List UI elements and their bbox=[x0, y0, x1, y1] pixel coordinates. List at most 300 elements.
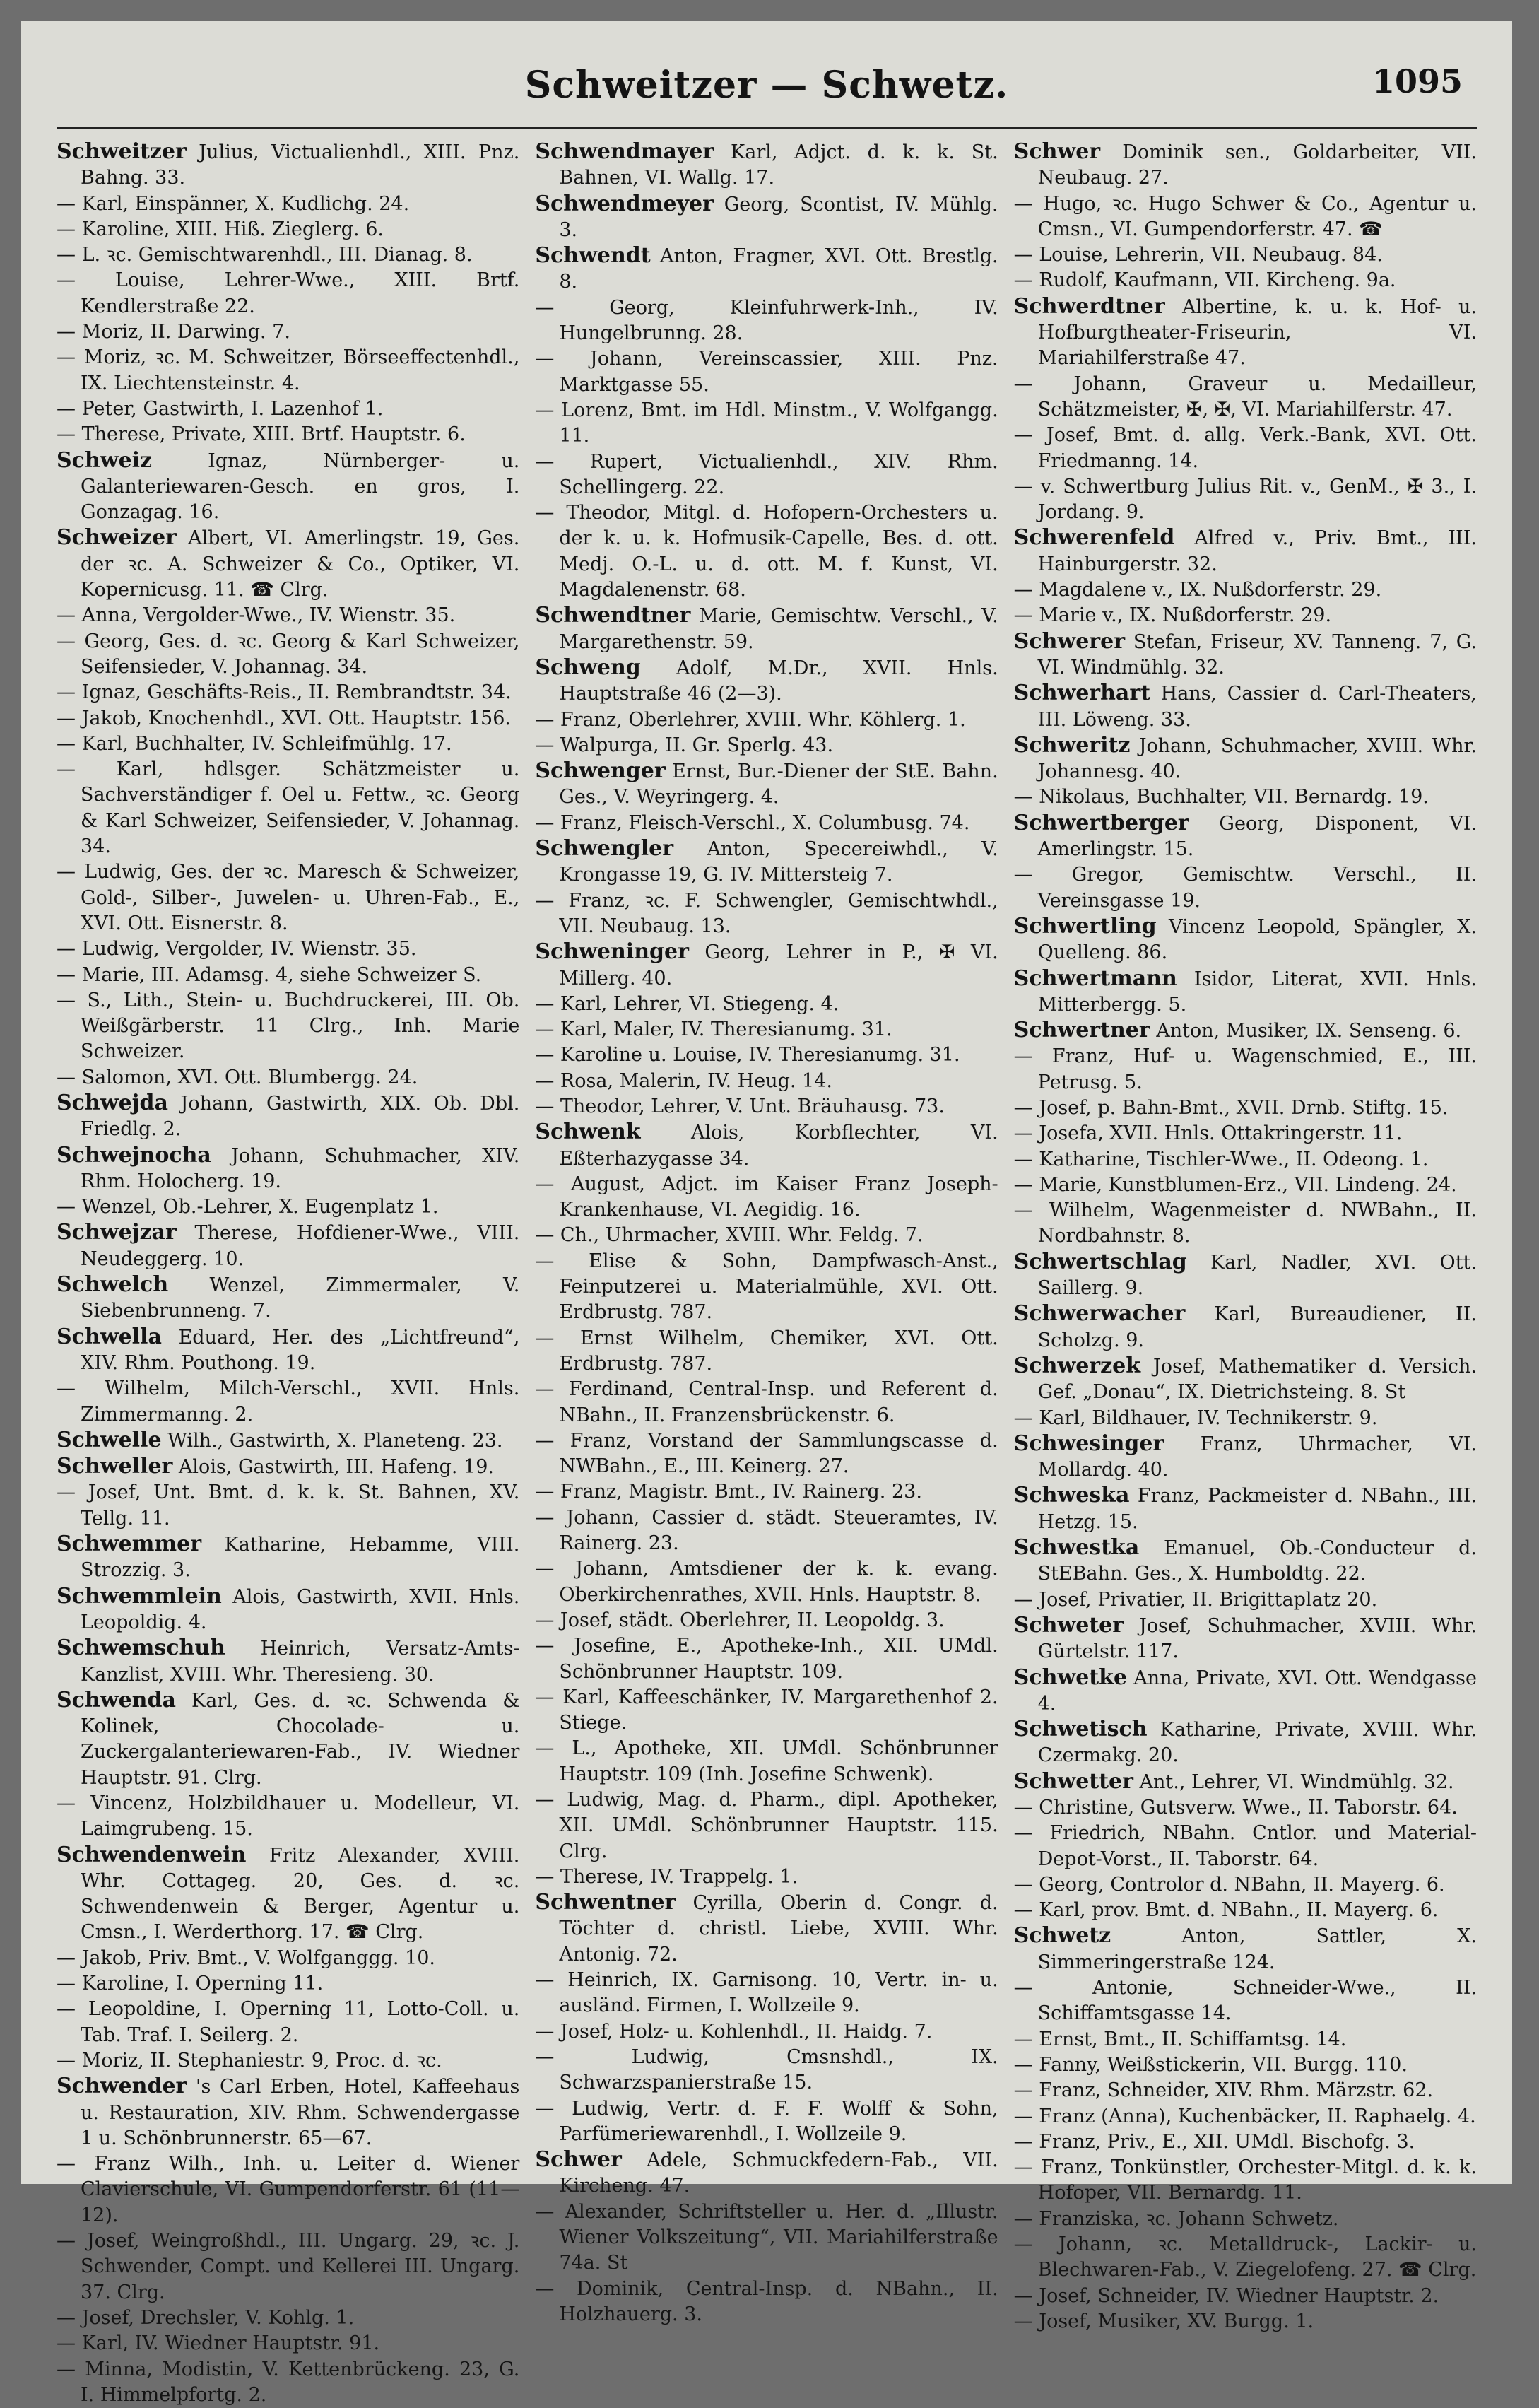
entry-text: — Vincenz, Holzbildhauer u. Modelleur, VI. Laimgrubeng. 15. bbox=[57, 1792, 520, 1840]
entry-text: Heinrich, Versatz-Amts-Kanzlist, XVIII. Whr. Theresieng. 30. bbox=[81, 1638, 520, 1686]
entry-text: Katharine, Hebamme, VIII. Strozzig. 3. bbox=[81, 1534, 520, 1582]
directory-entry bbox=[535, 1556, 998, 1608]
entry-text: — Katharine, Tischler-Wwe., II. Odeong. 1. bbox=[1013, 1148, 1429, 1170]
entry-text: Albert, VI. Amerlingstr. 19, Ges. der ꝛc. A. Schweizer & Co., Optiker, VI. Kopernicusg. 11. ☎ Clrg. bbox=[81, 527, 520, 601]
directory-entry bbox=[57, 1480, 519, 1532]
directory-entry bbox=[1014, 192, 1477, 243]
entry-text: — Nikolaus, Buchhalter, VII. Bernardg. 19. bbox=[1013, 786, 1429, 809]
entry-surname: Schwer bbox=[535, 2147, 622, 2173]
entry-text: — Franz, Huf- u. Wagenschmied, E., III. Petrusg. 5. bbox=[1013, 1045, 1477, 1093]
directory-entry bbox=[535, 811, 998, 836]
entry-surname: Schwemschuh bbox=[57, 1635, 225, 1661]
entry-text: — Moriz, II. Darwing. 7. bbox=[57, 321, 290, 343]
directory-entry bbox=[1014, 1018, 1477, 1044]
entry-surname: Schwendt bbox=[535, 243, 651, 269]
directory-entry bbox=[57, 1688, 519, 1791]
entry-surname: Schwelch bbox=[57, 1272, 169, 1298]
entry-surname: Schwerer bbox=[1013, 628, 1126, 654]
entry-text: — Karl, Kaffeeschänker, IV. Margarethenhof 2. Stiege. bbox=[535, 1686, 998, 1734]
directory-entry bbox=[535, 450, 998, 501]
entry-surname: Schwertberger bbox=[1013, 810, 1189, 835]
entry-text: Alois, Korbflechter, VI. Eßterhazygasse 34. bbox=[559, 1122, 998, 1170]
directory-entry bbox=[535, 2147, 998, 2199]
directory-entry bbox=[1014, 1431, 1477, 1484]
directory-entry bbox=[535, 1479, 998, 1505]
entry-text: Katharine, Private, XVIII. Whr. Czermakg. 20. bbox=[1037, 1719, 1477, 1767]
entry-text: — Franz, Magistr. Bmt., IV. Rainerg. 23. bbox=[535, 1481, 922, 1503]
entry-surname: Schwemmlein bbox=[57, 1583, 222, 1609]
entry-text: — Franziska, ꝛc. Johann Schwetz. bbox=[1013, 2207, 1339, 2230]
entry-text: — Ludwig, Mag. d. Pharm., dipl. Apotheker, XII. UMdl. Schönbrunner Hauptstr. 115. Clrg. bbox=[535, 1789, 998, 1862]
entry-text: Adele, Schmuckfedern-Fab., VII. Kircheng. 47. bbox=[559, 2149, 998, 2197]
entry-surname: Schwertschlag bbox=[1013, 1249, 1187, 1274]
directory-entry bbox=[535, 707, 998, 733]
entry-text: — Moriz, II. Stephaniestr. 9, Proc. d. ꝛc. bbox=[57, 2049, 442, 2072]
entry-surname: Schwejnocha bbox=[57, 1142, 211, 1168]
entry-surname: Schwender bbox=[57, 2074, 187, 2099]
entry-surname: Schwemmer bbox=[57, 1532, 202, 1557]
directory-entry bbox=[1014, 1821, 1477, 1872]
entry-text: Johann, Gastwirth, XIX. Ob. Dbl. Friedlg. 2. bbox=[81, 1092, 520, 1141]
entry-text: — Franz, Oberlehrer, XVIII. Whr. Köhlerg. 1. bbox=[535, 708, 966, 731]
directory-entry bbox=[1014, 474, 1477, 526]
entry-surname: Schwetter bbox=[1013, 1768, 1133, 1794]
entry-surname: Schweter bbox=[1013, 1612, 1124, 1638]
entry-surname: Schwerwacher bbox=[1013, 1301, 1186, 1327]
entry-text: — L. ꝛc. Gemischtwarenhdl., III. Dianag. 8. bbox=[57, 244, 473, 266]
entry-surname: Schwetz bbox=[1013, 1923, 1112, 1949]
directory-entry bbox=[535, 243, 998, 295]
directory-entry bbox=[57, 345, 519, 397]
entry-text: — Louise, Lehrerin, VII. Neubaug. 84. bbox=[1013, 244, 1383, 266]
entry-text: — Josef, Bmt. d. allg. Verk.-Bank, XVI. Ott. Friedmanng. 14. bbox=[1013, 424, 1477, 472]
entry-text: Vincenz Leopold, Spängler, X. Quelleng. 86. bbox=[1037, 915, 1477, 964]
entry-text: — Therese, IV. Trappelg. 1. bbox=[535, 1865, 798, 1888]
entry-text: Johann, Schuhmacher, XVIII. Whr. Johannesg. 40. bbox=[1037, 734, 1477, 783]
directory-entry bbox=[57, 603, 519, 628]
entry-text: — Franz (Anna), Kuchenbäcker, II. Raphaelg. 4. bbox=[1013, 2105, 1476, 2127]
directory-entry bbox=[1014, 629, 1477, 681]
entry-text: Karl, Ges. d. ꝛc. Schwenda & Kolinek, Chocolade- u. Zuckergalanteriewaren-Fab., IV. Wiedner Hauptstr. 91. Clrg. bbox=[81, 1689, 520, 1789]
directory-entry bbox=[1014, 1147, 1477, 1173]
entry-text: Ernst, Bur.-Diener der StE. Bahn. Ges., V. Weyringerg. 4. bbox=[559, 760, 998, 809]
directory-entry bbox=[57, 1997, 519, 2048]
entry-text: Anton, Fragner, XVI. Ott. Brestlg. 8. bbox=[559, 245, 998, 293]
entry-text: — Ferdinand, Central-Insp. und Referent d. NBahn., II. Franzensbrückenstr. 6. bbox=[535, 1378, 998, 1426]
directory-entry bbox=[535, 1736, 998, 1787]
directory-entry bbox=[1014, 785, 1477, 810]
directory-entry bbox=[57, 448, 519, 526]
entry-text: — Franz, Priv., E., XII. UMdl. Bischofg. 3. bbox=[1013, 2130, 1415, 2153]
directory-entry bbox=[1014, 423, 1477, 474]
entry-text: Georg, Scontist, IV. Mühlg. 3. bbox=[559, 193, 998, 241]
entry-surname: Schwella bbox=[57, 1324, 162, 1349]
entry-text: — Franz, Fleisch-Verschl., X. Columbusg. 74. bbox=[535, 811, 970, 834]
directory-entry bbox=[57, 217, 519, 242]
entry-surname: Schwelle bbox=[57, 1427, 162, 1452]
entry-text: Ignaz, Nürnberger- u. Galanteriewaren-Gesch. en gros, I. Gonzagag. 16. bbox=[81, 450, 520, 524]
entry-text: Emanuel, Ob.-Conducteur d. StEBahn. Ges., X. Humboldtg. 22. bbox=[1037, 1537, 1477, 1585]
directory-entry bbox=[57, 732, 519, 757]
directory-entry bbox=[57, 1843, 519, 1946]
directory-entry bbox=[1014, 294, 1477, 372]
entry-text: — Rupert, Victualienhdl., XIV. Rhm. Schellingerg. 22. bbox=[535, 450, 998, 498]
directory-entry bbox=[57, 2306, 519, 2331]
directory-entry bbox=[535, 500, 998, 603]
entry-text: — Johann, Graveur u. Medailleur, Schätzmeister, ✠, ✠, VI. Mariahilferstr. 47. bbox=[1013, 372, 1477, 421]
directory-entry bbox=[1014, 2232, 1477, 2284]
column-3 bbox=[1014, 139, 1477, 2408]
directory-entry bbox=[1014, 966, 1477, 1018]
directory-entry bbox=[57, 1091, 519, 1143]
entry-text: — Karl, Maler, IV. Theresianumg. 31. bbox=[535, 1018, 892, 1041]
entry-text: — Karl, IV. Wiedner Hauptstr. 91. bbox=[57, 2332, 380, 2355]
entry-text: — Wenzel, Ob.-Lehrer, X. Eugenplatz 1. bbox=[57, 1196, 439, 1218]
entry-text: — Franz, ꝛc. F. Schwengler, Gemischtwhdl., VII. Neubaug. 13. bbox=[535, 889, 998, 937]
directory-entry bbox=[1014, 268, 1477, 293]
entry-surname: Schwejda bbox=[57, 1090, 168, 1115]
entry-text: — Salomon, XVI. Ott. Blumbergg. 24. bbox=[57, 1066, 418, 1088]
directory-entry bbox=[535, 1249, 998, 1326]
entry-surname: Schwendmayer bbox=[535, 139, 714, 164]
entry-text: — Josef, Schneider, IV. Wiedner Hauptstr. 2. bbox=[1013, 2284, 1439, 2307]
entry-surname: Schwertling bbox=[1013, 913, 1157, 939]
directory-entry bbox=[1014, 2052, 1477, 2078]
directory-entry bbox=[535, 992, 998, 1017]
entry-text: — Jakob, Priv. Bmt., V. Wolfganggg. 10. bbox=[57, 1946, 436, 1969]
directory-entry bbox=[1014, 1044, 1477, 1096]
entry-surname: Schwenk bbox=[535, 1120, 641, 1145]
directory-entry bbox=[535, 836, 998, 888]
entry-text: Karl, Bureaudiener, II. Scholzg. 9. bbox=[1037, 1303, 1477, 1351]
page-number: 1095 bbox=[1372, 62, 1463, 100]
columns bbox=[57, 139, 1477, 2408]
entry-text: — L., Apotheke, XII. UMdl. Schönbrunner Hauptstr. 109 (Inh. Josefine Schwenk). bbox=[535, 1737, 998, 1785]
directory-entry bbox=[1014, 525, 1477, 577]
entry-text: — Minna, Modistin, V. Kettenbrückeng. 23, G. I. Himmelpfortg. 2. bbox=[57, 2358, 520, 2406]
entry-surname: Schweiz bbox=[57, 447, 153, 473]
entry-surname: Schweng bbox=[535, 654, 641, 680]
directory-entry bbox=[1014, 1198, 1477, 1250]
entry-text: — Johann, ꝛc. Metalldruck-, Lackir- u. Blechwaren-Fab., V. Ziegelofeng. 27. ☎ Clrg. bbox=[1013, 2233, 1477, 2281]
entry-text: Anton, Musiker, IX. Senseng. 6. bbox=[1150, 1020, 1462, 1043]
entry-text: — Karl, Bildhauer, IV. Technikerstr. 9. bbox=[1013, 1406, 1378, 1429]
entry-text: — Ernst Wilhelm, Chemiker, XVI. Ott. Erdbrustg. 787. bbox=[535, 1327, 998, 1375]
entry-surname: Schwendenwein bbox=[57, 1842, 247, 1867]
entry-text: Josef, Mathematiker d. Versich. Gef. „Donau“, IX. Dietrichsteing. 8. St bbox=[1037, 1355, 1477, 1404]
entry-text: — Karl, prov. Bmt. d. NBahn., II. Mayerg. 6. bbox=[1013, 1899, 1439, 1922]
entry-text: — Karoline u. Louise, IV. Theresianumg. 31. bbox=[535, 1044, 960, 1067]
entry-text: — Walpurga, II. Gr. Sperlg. 43. bbox=[535, 734, 834, 756]
entry-text: — Josef, städt. Oberlehrer, II. Leopoldg. 3. bbox=[535, 1609, 945, 1631]
entry-text: — Antonie, Schneider-Wwe., II. Schiffamtsgasse 14. bbox=[1013, 1977, 1477, 2025]
directory-entry bbox=[1014, 2078, 1477, 2103]
entry-text: — Josef, Weingroßhdl., III. Ungarg. 29, ꝛc. J. Schwender, Compt. und Kellerei III. Ungarg. 37. Clrg. bbox=[57, 2230, 520, 2303]
entry-surname: Schweizer bbox=[57, 525, 177, 551]
directory-entry bbox=[535, 346, 998, 398]
directory-entry bbox=[57, 963, 519, 988]
entry-text: — Wilhelm, Milch-Verschl., XVII. Hnls. Zimmermanng. 2. bbox=[57, 1378, 520, 1426]
directory-entry bbox=[1014, 1872, 1477, 1898]
entry-text: Fritz Alexander, XVIII. Whr. Cottageg. 20, Ges. d. ꝛc. Schwendenwein & Berger, Agentur u. Cmsn., I. Werderthorg. 17. ☎ Clrg. bbox=[81, 1844, 520, 1944]
entry-text: — Ch., Uhrmacher, XVIII. Whr. Feldg. 7. bbox=[535, 1224, 924, 1247]
directory-entry bbox=[1014, 2130, 1477, 2155]
directory-entry bbox=[535, 1172, 998, 1223]
entry-text: — Josef, Unt. Bmt. d. k. k. St. Bahnen, XV. Tellg. 11. bbox=[57, 1481, 520, 1529]
entry-text: Dominik sen., Goldarbeiter, VII. Neubaug. 27. bbox=[1037, 141, 1477, 189]
directory-page bbox=[21, 21, 1512, 2406]
directory-entry bbox=[1014, 577, 1477, 603]
entry-surname: Schwendmeyer bbox=[535, 191, 714, 216]
directory-entry bbox=[1014, 139, 1477, 192]
entry-text: — Lorenz, Bmt. im Hdl. Minstm., V. Wolfgangg. 11. bbox=[535, 399, 998, 447]
entry-surname: Schwerenfeld bbox=[1013, 525, 1175, 551]
entry-text: Stefan, Friseur, XV. Tanneng. 7, G. VI. Windmühlg. 32. bbox=[1037, 630, 1477, 679]
directory-entry bbox=[1014, 2309, 1477, 2334]
entry-text: — Hugo, ꝛc. Hugo Schwer & Co., Agentur u. Cmsn., VI. Gumpendorferstr. 47. ☎ bbox=[1013, 192, 1477, 240]
entry-surname: Schwertmann bbox=[1013, 965, 1177, 991]
entry-text: Karl, Nadler, XVI. Ott. Saillerg. 9. bbox=[1037, 1251, 1477, 1300]
directory-entry bbox=[535, 1505, 998, 1557]
entry-text: — Franz Wilh., Inh. u. Leiter d. Wiener Clavierschule, VI. Gumpendorferstr. 61 (11—12). bbox=[57, 2153, 520, 2226]
entry-text: — Ludwig, Ges. der ꝛc. Maresch & Schweizer, Gold-, Silber-, Juwelen- u. Uhren-Fab., E., XVI. Ott. Eisnerstr. 8. bbox=[57, 861, 520, 934]
entry-text: — Leopoldine, I. Operning 11, Lotto-Coll. u. Tab. Traf. I. Seilerg. 2. bbox=[57, 1998, 520, 2046]
directory-entry bbox=[1014, 1121, 1477, 1146]
directory-entry bbox=[57, 988, 519, 1065]
directory-entry bbox=[57, 859, 519, 936]
directory-entry bbox=[57, 1194, 519, 1220]
directory-entry bbox=[57, 1946, 519, 1971]
entry-text: — Karoline, I. Operning 11. bbox=[57, 1973, 324, 1995]
directory-entry bbox=[535, 1968, 998, 2019]
entry-text: Alois, Gastwirth, III. Hafeng. 19. bbox=[172, 1456, 494, 1479]
entry-text: — Karl, Buchhalter, IV. Schleifmühlg. 17. bbox=[57, 732, 452, 755]
entry-text: — Peter, Gastwirth, I. Lazenhof 1. bbox=[57, 397, 384, 420]
entry-text: — Franz, Vorstand der Sammlungscasse d. NWBahn., E., III. Keinerg. 27. bbox=[535, 1429, 998, 1478]
entry-text: — Theodor, Lehrer, V. Unt. Bräuhausg. 73. bbox=[535, 1095, 945, 1117]
directory-entry bbox=[535, 2199, 998, 2277]
entry-text: — Johann, Vereinscassier, XIII. Pnz. Marktgasse 55. bbox=[535, 348, 998, 396]
directory-entry bbox=[1014, 1406, 1477, 1431]
entry-text: — Christine, Gutsverw. Wwe., II. Taborstr. 64. bbox=[1013, 1797, 1458, 1819]
column-1 bbox=[57, 139, 519, 2408]
directory-entry bbox=[1014, 2155, 1477, 2207]
directory-entry bbox=[535, 939, 998, 992]
directory-entry bbox=[57, 1065, 519, 1091]
directory-entry bbox=[1014, 914, 1477, 966]
entry-surname: Schweska bbox=[1013, 1483, 1130, 1508]
entry-surname: Schweninger bbox=[535, 939, 689, 965]
entry-text: — Friedrich, NBahn. Cntlor. und Material-Depot-Vorst., II. Taborstr. 64. bbox=[1013, 1822, 1477, 1870]
directory-entry bbox=[1014, 811, 1477, 863]
entry-text: — Josef, p. Bahn-Bmt., XVII. Drnb. Stiftg. 15. bbox=[1013, 1096, 1449, 1119]
entry-surname: Schwejzar bbox=[57, 1220, 177, 1245]
directory-entry bbox=[57, 268, 519, 319]
entry-text: Therese, Hofdiener-Wwe., VIII. Neudeggerg. 10. bbox=[81, 1222, 520, 1270]
page-header bbox=[57, 49, 1477, 129]
entry-text: 's Carl Erben, Hotel, Kaffeehaus u. Restauration, XIV. Rhm. Schwendergasse 1 u. Schönbrunnerstr. 65—67. bbox=[81, 2076, 520, 2149]
directory-entry bbox=[535, 2045, 998, 2096]
entry-text: — Johann, Amtsdiener der k. k. evang. Oberkirchenrathes, XVII. Hnls. Hauptstr. 8. bbox=[535, 1558, 998, 1606]
entry-surname: Schwerhart bbox=[1013, 681, 1151, 706]
directory-entry bbox=[1014, 681, 1477, 733]
entry-text: — Marie v., IX. Nußdorferstr. 29. bbox=[1013, 604, 1332, 627]
directory-entry bbox=[57, 1325, 519, 1377]
directory-entry bbox=[57, 525, 519, 603]
directory-entry bbox=[1014, 2284, 1477, 2309]
entry-text: Isidor, Literat, XVII. Hnls. Mitterbergg. 5. bbox=[1037, 968, 1477, 1016]
directory-entry bbox=[535, 1017, 998, 1043]
directory-entry bbox=[57, 1532, 519, 1584]
directory-entry bbox=[57, 2048, 519, 2074]
entry-text: — Ignaz, Geschäfts-Reis., II. Rembrandtstr. 34. bbox=[57, 681, 512, 704]
entry-text: Cyrilla, Oberin d. Congr. d. Töchter d. christl. Liebe, XVIII. Whr. Antonig. 72. bbox=[559, 1892, 998, 1966]
entry-text: Karl, Adjct. d. k. k. St. Bahnen, VI. Wallg. 17. bbox=[559, 141, 998, 189]
entry-text: Johann, Schuhmacher, XIV. Rhm. Holocherg. 19. bbox=[81, 1144, 520, 1192]
directory-entry bbox=[535, 192, 998, 244]
entry-text: — Josefine, E., Apotheke-Inh., XII. UMdl. Schönbrunner Hauptstr. 109. bbox=[535, 1635, 998, 1683]
directory-entry bbox=[535, 1633, 998, 1685]
entry-text: — Josef, Holz- u. Kohlenhdl., II. Haidg. 7. bbox=[535, 2020, 933, 2043]
directory-entry bbox=[1014, 1587, 1477, 1613]
entry-text: Eduard, Her. des „Lichtfreund“, XIV. Rhm. Pouthong. 19. bbox=[81, 1326, 520, 1374]
directory-entry bbox=[57, 397, 519, 422]
directory-entry bbox=[57, 2074, 519, 2151]
entry-text: — Theodor, Mitgl. d. Hofopern-Orchesters u. der k. u. k. Hofmusik-Capelle, Bes. d. ott. Medj. O.-L. u. d. ott. M. f. Kunst, VI. Magdalenenstr. 68. bbox=[535, 502, 998, 601]
entry-text: — Johann, Cassier d. städt. Steueramtes, IV. Rainerg. 23. bbox=[535, 1506, 998, 1555]
entry-text: — v. Schwertburg Julius Rit. v., GenM., ✠ 3., I. Jordang. 9. bbox=[1013, 475, 1477, 524]
entry-surname: Schwengler bbox=[535, 836, 674, 862]
entry-text: — Fanny, Weißstickerin, VII. Burgg. 110. bbox=[1013, 2053, 1408, 2076]
directory-entry bbox=[535, 733, 998, 758]
directory-entry bbox=[57, 1584, 519, 1636]
directory-entry bbox=[57, 706, 519, 732]
directory-entry bbox=[535, 1120, 998, 1172]
entry-text: — August, Adjct. im Kaiser Franz Joseph-Krankenhause, VI. Aegidig. 16. bbox=[535, 1173, 998, 1221]
directory-entry bbox=[535, 2096, 998, 2148]
directory-entry bbox=[1014, 1665, 1477, 1717]
directory-entry bbox=[1014, 1250, 1477, 1302]
directory-entry bbox=[535, 603, 998, 655]
entry-text: Hans, Cassier d. Carl-Theaters, III. Löweng. 33. bbox=[1037, 683, 1477, 731]
entry-text: — Ernst, Bmt., II. Schiffamtsg. 14. bbox=[1013, 2028, 1347, 2050]
entry-surname: Schwerzek bbox=[1013, 1353, 1141, 1378]
directory-entry bbox=[1014, 1769, 1477, 1795]
directory-entry bbox=[57, 1791, 519, 1843]
entry-text: — Franz, Schneider, XIV. Rhm. Märzstr. 62. bbox=[1013, 2079, 1434, 2102]
entry-text: — Karl, Lehrer, VI. Stiegeng. 4. bbox=[535, 992, 839, 1015]
entry-text: Wilh., Gastwirth, X. Planeteng. 23. bbox=[161, 1429, 503, 1452]
entry-text: — Ludwig, Vergolder, IV. Wienstr. 35. bbox=[57, 938, 417, 961]
directory-entry bbox=[1014, 1483, 1477, 1535]
entry-surname: Schwerdtner bbox=[1013, 293, 1165, 319]
directory-entry bbox=[57, 192, 519, 217]
directory-entry bbox=[535, 2019, 998, 2045]
entry-surname: Schwestka bbox=[1013, 1535, 1140, 1561]
directory-entry bbox=[535, 1428, 998, 1480]
directory-entry bbox=[1014, 1173, 1477, 1198]
directory-entry bbox=[535, 295, 998, 347]
directory-entry bbox=[57, 1428, 519, 1454]
directory-entry bbox=[57, 629, 519, 681]
directory-entry bbox=[1014, 733, 1477, 785]
entry-text: — Gregor, Gemischtw. Verschl., II. Vereinsgasse 19. bbox=[1013, 864, 1477, 912]
entry-text: Georg, Disponent, VI. Amerlingstr. 15. bbox=[1037, 812, 1477, 861]
entry-text: Alois, Gastwirth, XVII. Hnls. Leopoldig. 4. bbox=[81, 1585, 520, 1633]
entry-surname: Schweitzer bbox=[57, 139, 187, 164]
directory-entry bbox=[1014, 2104, 1477, 2130]
directory-entry bbox=[57, 2331, 519, 2356]
directory-entry bbox=[57, 1143, 519, 1195]
directory-entry bbox=[1014, 1301, 1477, 1353]
directory-entry bbox=[535, 758, 998, 811]
directory-entry bbox=[535, 1685, 998, 1737]
entry-surname: Schweller bbox=[57, 1454, 173, 1479]
entry-text: — Josef, Privatier, II. Brigittaplatz 20. bbox=[1013, 1588, 1378, 1611]
entry-text: Wenzel, Zimmermaler, V. Siebenbrunneng. 7. bbox=[81, 1274, 520, 1322]
directory-entry bbox=[57, 680, 519, 705]
entry-text: — Alexander, Schriftsteller u. Her. d. „Illustr. Wiener Volkszeitung“, VII. Mariahilferstraße 74a. St bbox=[535, 2200, 998, 2274]
directory-entry bbox=[57, 1635, 519, 1688]
directory-entry bbox=[1014, 1613, 1477, 1665]
entry-text: — Elise & Sohn, Dampfwasch-Anst., Feinputzerei u. Materialmühle, XVI. Ott. Erdbrustg. 787. bbox=[535, 1250, 998, 1324]
entry-surname: Schwertner bbox=[1013, 1018, 1150, 1043]
entry-text: — Marie, III. Adamsg. 4, siehe Schweizer S. bbox=[57, 963, 482, 986]
entry-text: — Georg, Controlor d. NBahn, II. Mayerg. 6. bbox=[1013, 1873, 1445, 1896]
column-2 bbox=[535, 139, 998, 2408]
entry-text: Anna, Private, XVI. Ott. Wendgasse 4. bbox=[1037, 1667, 1477, 1715]
entry-surname: Schwer bbox=[1013, 139, 1101, 164]
entry-text: — Ludwig, Cmsnshdl., IX. Schwarzspanierstraße 15. bbox=[535, 2045, 998, 2094]
entry-text: Georg, Lehrer in P., ✠ VI. Millerg. 40. bbox=[559, 941, 998, 989]
entry-text: Anton, Specereiwhdl., V. Krongasse 19, G. IV. Mittersteig 7. bbox=[559, 838, 998, 886]
entry-text: Marie, Gemischtw. Verschl., V. Margarethenstr. 59. bbox=[559, 605, 998, 653]
entry-text: Albertine, k. u. k. Hof- u. Hofburgtheater-Friseurin, VI. Mariahilferstraße 47. bbox=[1037, 295, 1477, 370]
directory-entry bbox=[535, 1864, 998, 1890]
directory-entry bbox=[535, 1069, 998, 1094]
entry-text: — Moriz, ꝛc. M. Schweitzer, Börseeffectenhdl., IX. Liechtensteinstr. 4. bbox=[57, 346, 520, 394]
directory-entry bbox=[1014, 1353, 1477, 1406]
directory-entry bbox=[1014, 1717, 1477, 1769]
directory-entry bbox=[535, 888, 998, 940]
directory-entry bbox=[57, 242, 519, 268]
directory-entry bbox=[57, 2228, 519, 2306]
directory-entry bbox=[57, 319, 519, 345]
entry-text: — Anna, Vergolder-Wwe., IV. Wienstr. 35. bbox=[57, 604, 456, 627]
entry-text: — Ludwig, Vertr. d. F. F. Wolff & Sohn, Parfümeriewarenhdl., I. Wollzeile 9. bbox=[535, 2097, 998, 2145]
directory-entry bbox=[57, 1376, 519, 1428]
entry-surname: Schwendtner bbox=[535, 603, 691, 628]
entry-text: Alfred v., Priv. Bmt., III. Hainburgerstr. 32. bbox=[1037, 527, 1477, 575]
directory-entry bbox=[57, 422, 519, 447]
directory-entry bbox=[1014, 603, 1477, 628]
directory-entry bbox=[1014, 1795, 1477, 1821]
entry-text: — Rosa, Malerin, IV. Heug. 14. bbox=[535, 1069, 832, 1092]
entry-text: — Magdalene v., IX. Nußdorferstr. 29. bbox=[1013, 579, 1382, 601]
directory-entry bbox=[535, 1377, 998, 1428]
entry-text: — Heinrich, IX. Garnisong. 10, Vertr. in- u. ausländ. Firmen, I. Wollzeile 9. bbox=[535, 1969, 998, 2017]
entry-text: Anton, Sattler, X. Simmeringerstraße 124. bbox=[1037, 1925, 1477, 1973]
directory-entry bbox=[1014, 372, 1477, 423]
directory-entry bbox=[57, 2357, 519, 2408]
entry-surname: Schwesinger bbox=[1013, 1431, 1164, 1456]
entry-text: — Josef, Musiker, XV. Burgg. 1. bbox=[1013, 2310, 1314, 2332]
directory-entry bbox=[1014, 862, 1477, 914]
directory-entry bbox=[57, 139, 519, 192]
entry-text: — Georg, Ges. d. ꝛc. Georg & Karl Schweizer, Seifensieder, V. Johannag. 34. bbox=[57, 630, 520, 678]
directory-entry bbox=[57, 2151, 519, 2228]
entry-text: Franz, Packmeister d. NBahn., III. Hetzg. 15. bbox=[1037, 1485, 1477, 1533]
